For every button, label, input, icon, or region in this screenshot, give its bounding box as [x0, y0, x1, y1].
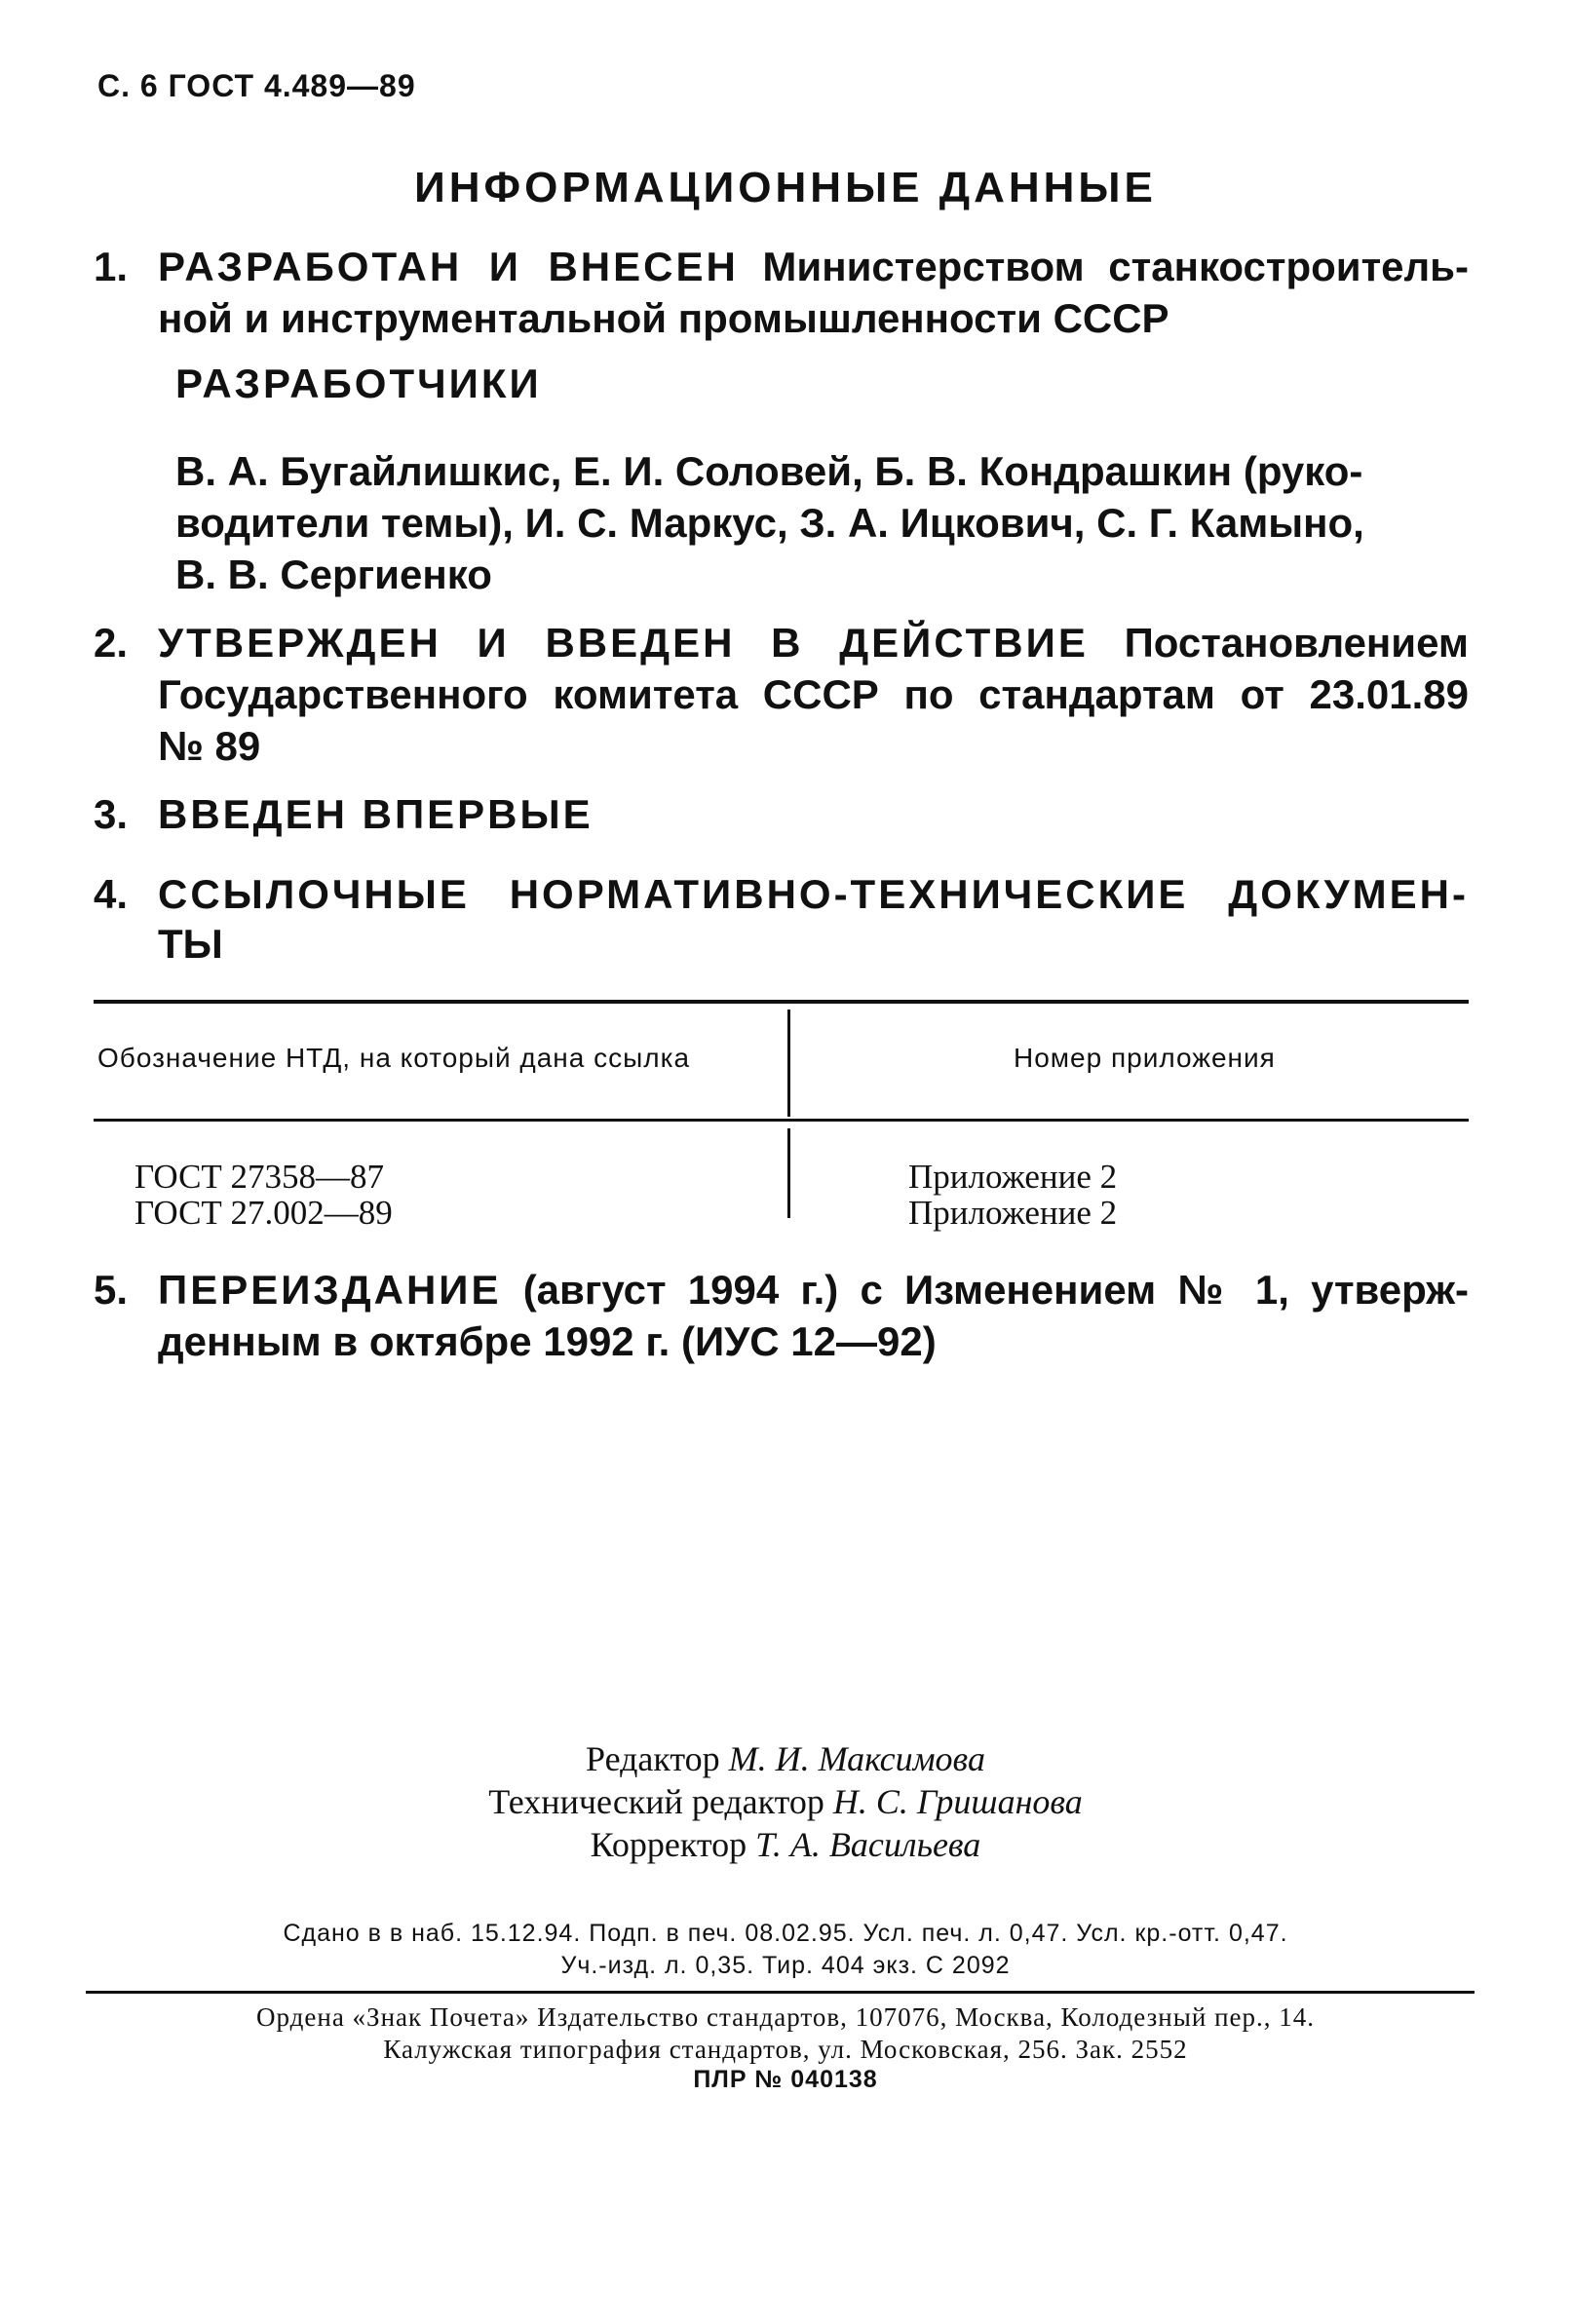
- item-1-word-1: Министерством: [762, 244, 1085, 289]
- table-row-1-document: ГОСТ 27358—87: [134, 1158, 385, 1196]
- item-2-line-2: [158, 671, 1469, 718]
- credits-proofreader: [0, 1824, 1571, 1865]
- col-header-appendix: Номер приложения: [1014, 1043, 1276, 1073]
- item-5-line-1: [158, 1267, 1469, 1314]
- imprint-line-3: Ордена «Знак Почета» Издательство стандартов, 107076, Москва, Колодезный пер., 14.: [256, 2002, 1315, 2032]
- imprint-line-5: ПЛР № 040138: [693, 2066, 878, 2093]
- item-1-lead: РАЗРАБОТАН И ВНЕСЕН: [158, 244, 739, 289]
- tech-editor-label: Технический редактор: [488, 1782, 824, 1821]
- item-2-line-2-part-1: Государственного комитета СССР по стандартам: [158, 671, 1215, 717]
- page-title: ИНФОРМАЦИОННЫЕ ДАННЫЕ: [414, 164, 1157, 211]
- item-4-number: 4.: [94, 871, 129, 917]
- item-4-line-1: [158, 871, 1469, 918]
- page-header: С. 6 ГОСТ 4.489—89: [97, 68, 416, 103]
- item-2-line-1: [158, 620, 1469, 667]
- table-header-rule: [94, 1119, 1469, 1122]
- table-header-divider: [787, 1010, 790, 1117]
- item-2-word-3: В: [771, 620, 804, 666]
- item-3-number: 3.: [94, 791, 129, 837]
- item-5-lead: ПЕРЕИЗДАНИЕ: [158, 1267, 502, 1313]
- item-2-line-2-part-3: 23.01.89: [1309, 671, 1469, 717]
- item-4-word-2: ДОКУМЕН-: [1228, 871, 1469, 917]
- item-2-word-1: УТВЕРЖДЕН И: [158, 620, 510, 666]
- table-row-1-appendix: Приложение 2: [908, 1158, 1118, 1196]
- item-1-line-2: ной и инструментальной промышленности СССР: [158, 295, 1169, 341]
- item-5-middle: (август 1994 г.) с Изменением № 1,: [522, 1267, 1289, 1313]
- col-header-document: Обозначение НТД, на который дана ссылка: [97, 1043, 691, 1073]
- editor-name: М. И. Максимова: [728, 1739, 985, 1778]
- editor-label: Редактор: [586, 1739, 720, 1778]
- tech-editor-name: Н. С. Гришанова: [832, 1782, 1083, 1821]
- developers-line-2: водители темы), И. С. Маркус, З. А. Ицкович, С. Г. Камыно,: [175, 500, 1364, 546]
- developers-heading: РАЗРАБОТЧИКИ: [175, 361, 542, 406]
- imprint-rule: [86, 1991, 1475, 1994]
- item-4-word-1: ССЫЛОЧНЫЕ НОРМАТИВНО-ТЕХНИЧЕСКИЕ: [158, 871, 1189, 917]
- item-1-word-2: станкостроитель-: [1108, 244, 1469, 289]
- proofreader-name: Т. А. Васильева: [755, 1825, 981, 1864]
- table-row-2-appendix: Приложение 2: [908, 1194, 1118, 1232]
- proofreader-label: Корректор: [590, 1825, 747, 1864]
- item-2-number: 2.: [94, 620, 129, 666]
- table-row-2-document: ГОСТ 27.002—89: [134, 1194, 393, 1232]
- item-5-number: 5.: [94, 1267, 129, 1313]
- developers-line-1: В. А. Бугайлишкис, Е. И. Соловей, Б. В. Кондрашкин (руко-: [175, 448, 1363, 494]
- imprint-line-4: Калужская типография стандартов, ул. Московская, 256. Зак. 2552: [383, 2035, 1188, 2064]
- item-2-word-2: ВВЕДЕН: [545, 620, 736, 666]
- item-2-word-4: ДЕЙСТВИЕ: [839, 620, 1089, 666]
- imprint-line-1: Сдано в в наб. 15.12.94. Подп. в печ. 08.02.95. Усл. печ. л. 0,47. Усл. кр.-отт. 0,47.: [283, 1920, 1288, 1947]
- item-3-text: ВВЕДЕН ВПЕРВЫЕ: [158, 791, 594, 837]
- item-1-line-1: [158, 244, 1469, 290]
- item-5-end: утверж-: [1311, 1267, 1470, 1313]
- credits-tech-editor: [0, 1781, 1571, 1822]
- developers-line-3: В. В. Сергиенко: [175, 552, 492, 597]
- table-body-divider: [787, 1128, 790, 1218]
- item-2-word-5: Постановлением: [1124, 620, 1469, 666]
- item-2-line-2-part-2: от: [1240, 671, 1284, 717]
- item-4-line-2: ТЫ: [158, 921, 223, 967]
- item-5-line-2: денным в октябре 1992 г. (ИУС 12—92): [158, 1318, 937, 1364]
- item-1-number: 1.: [94, 244, 129, 289]
- table-top-rule: [94, 1000, 1469, 1004]
- imprint-line-2: Уч.-изд. л. 0,35. Тир. 404 экз. С 2092: [560, 1952, 1011, 1979]
- credits-editor: [0, 1738, 1571, 1779]
- item-2-line-3: № 89: [158, 723, 261, 769]
